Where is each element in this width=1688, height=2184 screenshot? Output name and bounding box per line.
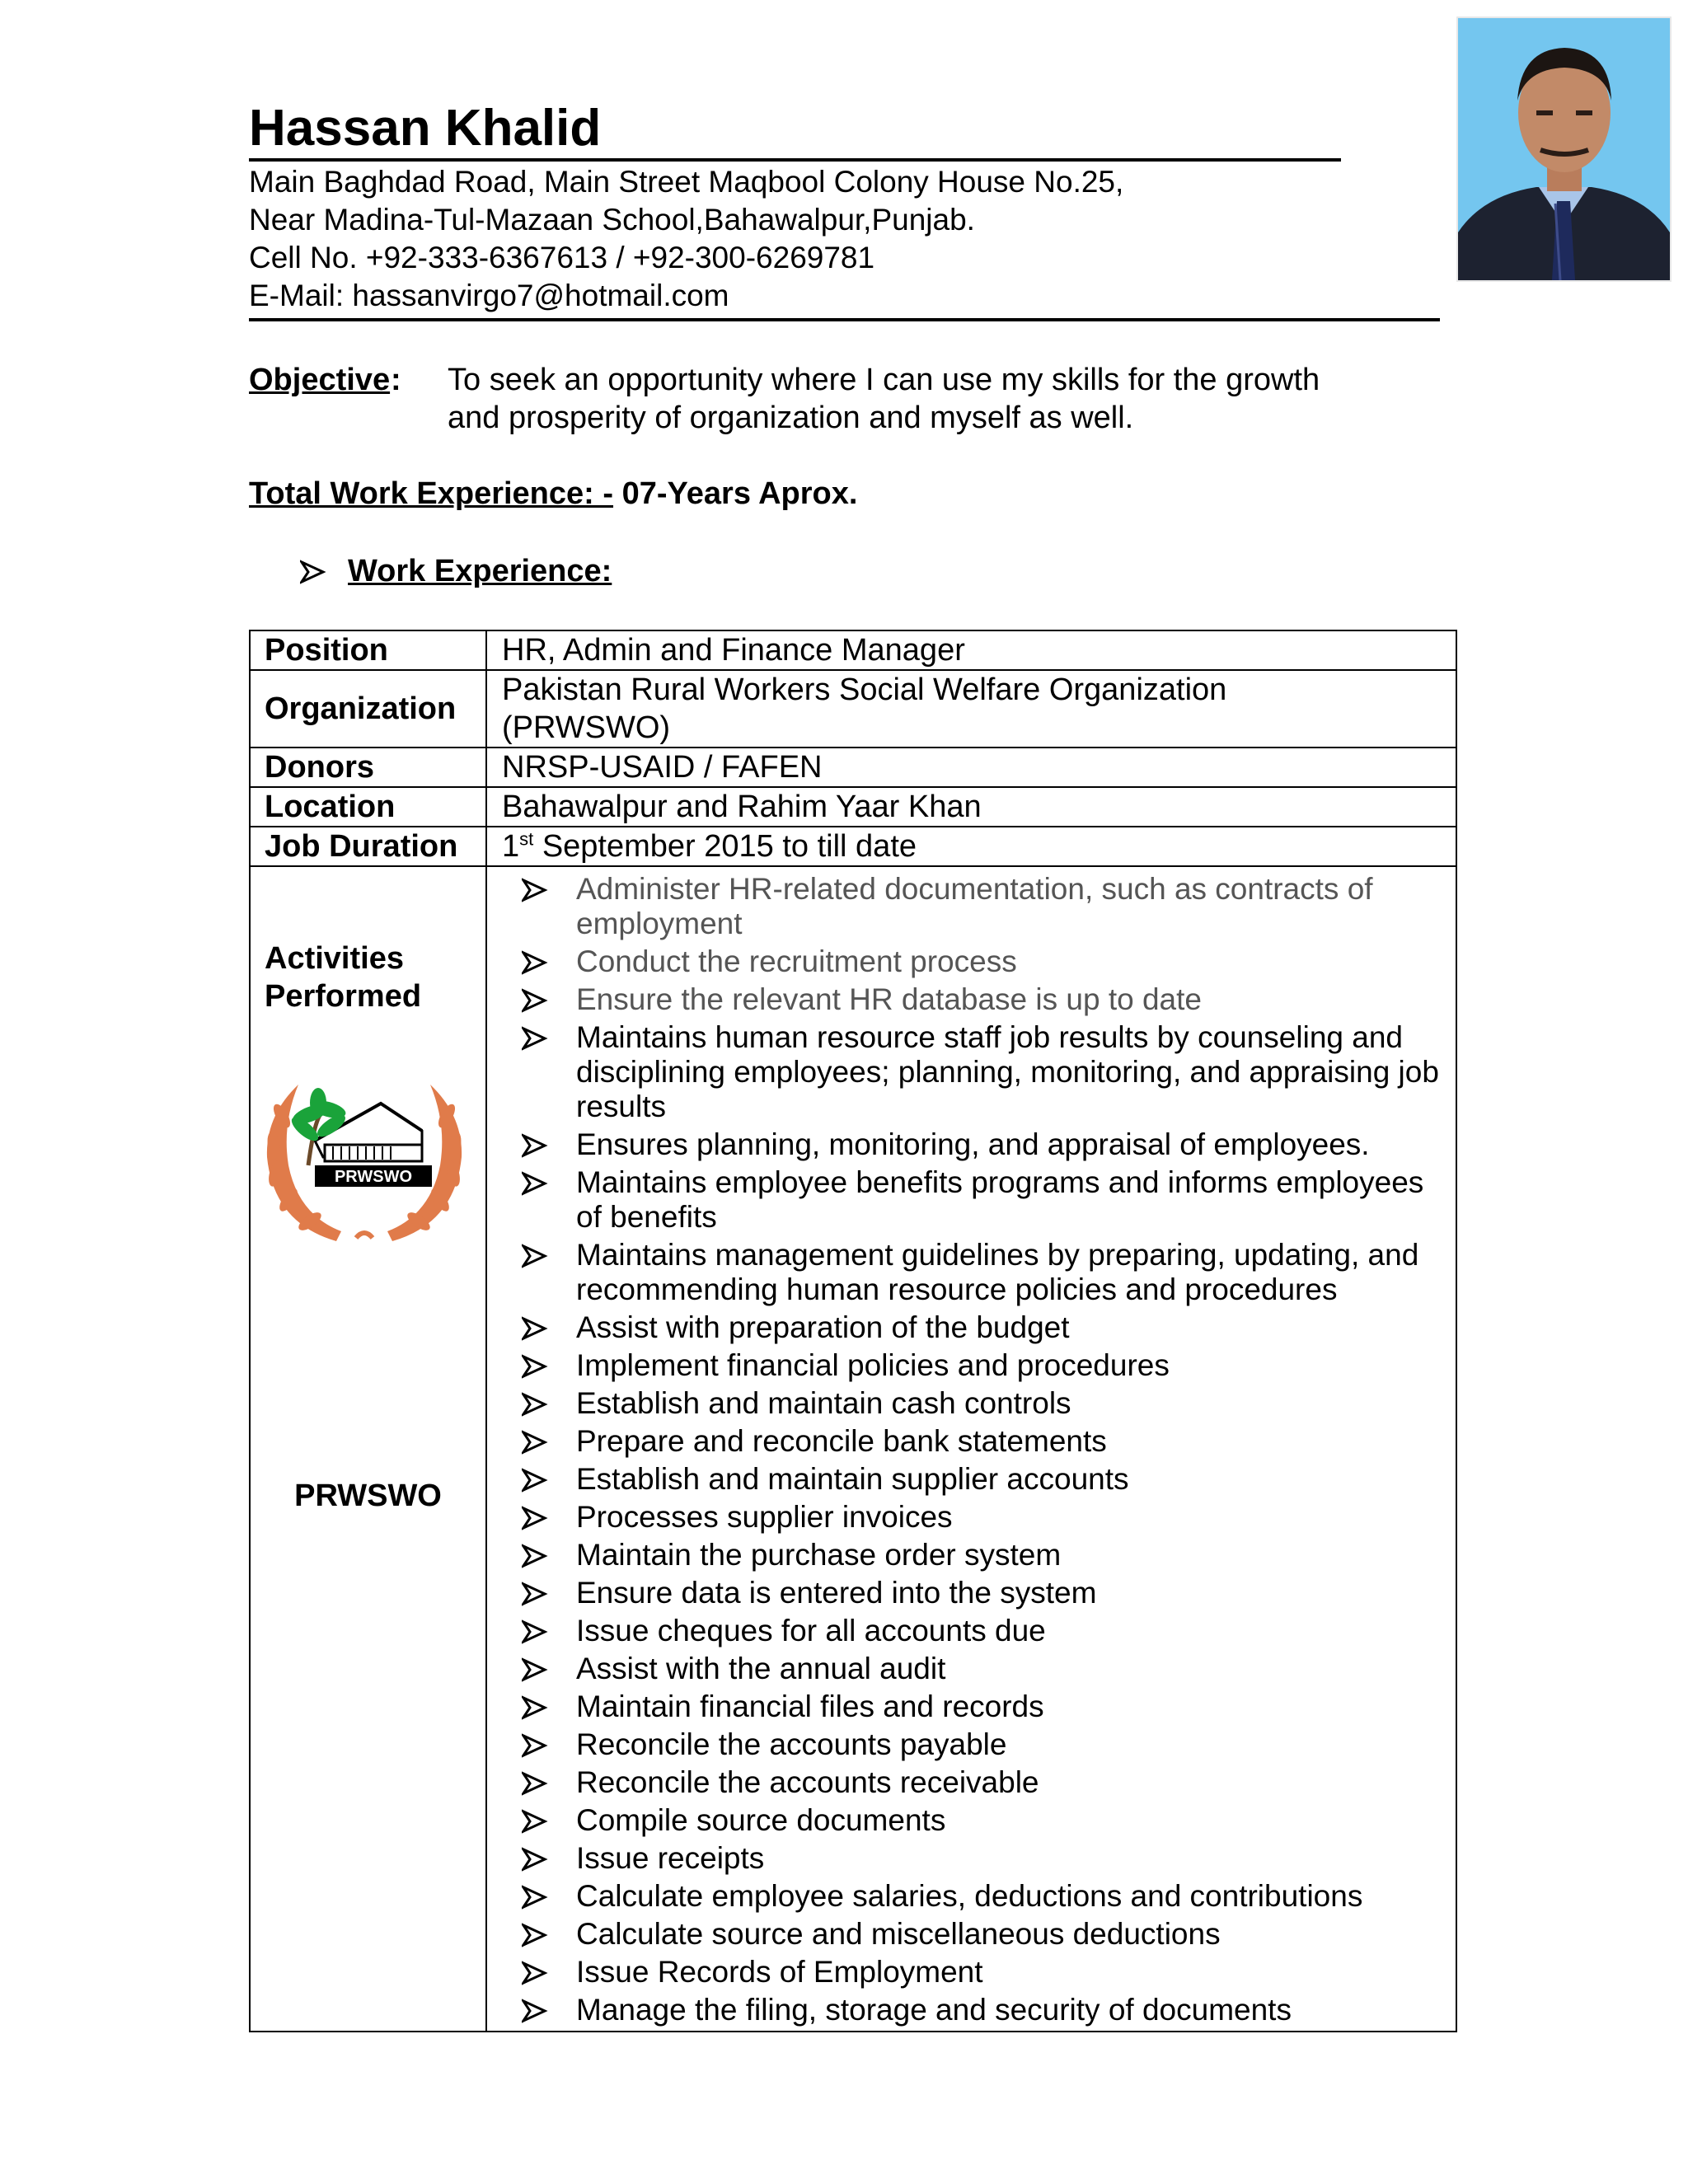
- activity-text: Reconcile the accounts receivable: [576, 1765, 1039, 1799]
- table-row: [250, 748, 1456, 787]
- row-key: Donors: [250, 748, 486, 787]
- list-item: [487, 1652, 1456, 1686]
- table-row: [250, 827, 1456, 866]
- activities-key: [265, 940, 421, 1015]
- activity-text: Issue receipts: [576, 1841, 765, 1875]
- email-line: E-Mail: hassanvirgo7@hotmail.com: [249, 279, 729, 312]
- list-item: [487, 1993, 1456, 2027]
- activity-text: Maintain the purchase order system: [576, 1538, 1062, 1572]
- prwswo-logo: [257, 1066, 471, 1248]
- list-item: [487, 982, 1456, 1017]
- list-item: [487, 1803, 1456, 1838]
- list-item: [487, 1386, 1456, 1421]
- list-item: [487, 1727, 1456, 1762]
- activity-text: Maintains human resource staff job results by counseling and disciplining employees; planning, monitoring, and appraising job results: [576, 1020, 1439, 1123]
- arrowhead-bullet-icon: [522, 1464, 548, 1497]
- arrowhead-bullet-icon: [522, 1615, 548, 1648]
- arrowhead-bullet-icon: [522, 1167, 548, 1200]
- phone-line: Cell No. +92-333-6367613 / +92-300-6269781: [249, 241, 875, 274]
- list-item: [487, 944, 1456, 979]
- list-item: [487, 1020, 1456, 1124]
- arrowhead-bullet-icon: [522, 874, 548, 907]
- table-row: [250, 866, 1456, 2032]
- activity-text: Ensures planning, monitoring, and appraisal of employees.: [576, 1127, 1370, 1161]
- row-value: HR, Admin and Finance Manager: [486, 630, 1456, 670]
- arrowhead-bullet-icon: [522, 1350, 548, 1383]
- list-item: [487, 1690, 1456, 1724]
- activity-text: Ensure data is entered into the system: [576, 1576, 1097, 1610]
- arrowhead-bullet-icon: [522, 984, 548, 1017]
- list-item: [487, 1614, 1456, 1648]
- activity-text: Maintains management guidelines by preparing, updating, and recommending human resource policies and procedures: [576, 1238, 1419, 1306]
- list-item: [487, 1348, 1456, 1383]
- activity-text: Establish and maintain cash controls: [576, 1386, 1071, 1420]
- list-item: [487, 1310, 1456, 1345]
- arrowhead-bullet-icon: [522, 1502, 548, 1535]
- activity-text: Maintains employee benefits programs and informs employees of benefits: [576, 1165, 1424, 1234]
- list-item: [487, 1238, 1456, 1307]
- activity-text: Administer HR-related documentation, such as contracts of employment: [576, 872, 1373, 940]
- profile-photo: [1456, 16, 1672, 282]
- org-short-name: PRWSWO: [294, 1479, 442, 1513]
- list-item: [487, 1765, 1456, 1800]
- arrowhead-bullet-icon: [300, 555, 326, 588]
- duration-sup: st: [519, 828, 534, 850]
- activity-text: Assist with the annual audit: [576, 1652, 946, 1685]
- row-value: Pakistan Rural Workers Social Welfare Organization (PRWSWO): [486, 670, 1456, 748]
- table-row: [250, 787, 1456, 827]
- activity-text: Issue Records of Employment: [576, 1955, 983, 1989]
- row-key: Job Duration: [250, 827, 486, 866]
- arrowhead-bullet-icon: [522, 1881, 548, 1914]
- list-item: [487, 1462, 1456, 1497]
- activity-text: Compile source documents: [576, 1803, 946, 1837]
- arrowhead-bullet-icon: [522, 1388, 548, 1421]
- address-line-2: Near Madina-Tul-Mazaan School,Bahawalpur,Punjab.: [249, 203, 975, 237]
- arrowhead-bullet-icon: [522, 1426, 548, 1459]
- row-value: NRSP-USAID / FAFEN: [486, 748, 1456, 787]
- arrowhead-bullet-icon: [522, 1129, 548, 1162]
- table-row: [250, 670, 1456, 748]
- arrowhead-bullet-icon: [522, 1691, 548, 1724]
- list-item: [487, 1879, 1456, 1914]
- list-item: [487, 1841, 1456, 1876]
- list-item: [487, 1165, 1456, 1235]
- arrowhead-bullet-icon: [522, 1805, 548, 1838]
- total-experience-label: Total Work Experience: -: [249, 476, 614, 511]
- objective-colon: :: [391, 363, 401, 397]
- objective-line-1: To seek an opportunity where I can use my skills for the growth: [448, 363, 1320, 397]
- arrowhead-bullet-icon: [522, 1540, 548, 1572]
- list-item: [487, 1127, 1456, 1162]
- job-table: [249, 630, 1457, 2032]
- svg-text:PRWSWO: PRWSWO: [334, 1168, 413, 1186]
- arrowhead-bullet-icon: [522, 1022, 548, 1055]
- arrowhead-bullet-icon: [522, 1919, 548, 1952]
- duration-rest: September 2015 to till date: [533, 829, 917, 864]
- activity-text: Conduct the recruitment process: [576, 944, 1017, 978]
- list-item: [487, 872, 1456, 941]
- list-item: [487, 1955, 1456, 1990]
- arrowhead-bullet-icon: [522, 1994, 548, 2027]
- arrowhead-bullet-icon: [522, 946, 548, 979]
- activities-key-cell: [250, 866, 486, 2032]
- portrait-illustration: [1458, 18, 1670, 280]
- list-item: [487, 1500, 1456, 1535]
- arrowhead-bullet-icon: [522, 1957, 548, 1990]
- list-item: [487, 1424, 1456, 1459]
- list-item: [487, 1538, 1456, 1572]
- arrowhead-bullet-icon: [522, 1729, 548, 1762]
- objective-label: Objective: [249, 363, 391, 397]
- activity-text: Establish and maintain supplier accounts: [576, 1462, 1129, 1496]
- list-item: [487, 1917, 1456, 1952]
- table-row: [250, 630, 1456, 670]
- arrowhead-bullet-icon: [522, 1843, 548, 1876]
- row-key: Organization: [250, 670, 486, 748]
- activities-list: [487, 872, 1456, 2027]
- activity-text: Calculate employee salaries, deductions and contributions: [576, 1879, 1363, 1913]
- list-item: [487, 1576, 1456, 1610]
- duration-day: 1: [502, 829, 520, 864]
- row-value: [486, 827, 1456, 866]
- activity-text: Maintain financial files and records: [576, 1690, 1044, 1723]
- arrowhead-bullet-icon: [522, 1312, 548, 1345]
- activities-key-line2: Performed: [265, 979, 422, 1014]
- row-key: Location: [250, 787, 486, 827]
- activity-text: Implement financial policies and procedures: [576, 1348, 1170, 1382]
- activity-text: Processes supplier invoices: [576, 1500, 953, 1534]
- activity-text: Manage the filing, storage and security of documents: [576, 1993, 1292, 2027]
- activity-text: Prepare and reconcile bank statements: [576, 1424, 1107, 1458]
- total-experience: [249, 475, 857, 513]
- row-key: Position: [250, 630, 486, 670]
- activity-text: Calculate source and miscellaneous deductions: [576, 1917, 1221, 1951]
- arrowhead-bullet-icon: [522, 1653, 548, 1686]
- arrowhead-bullet-icon: [522, 1767, 548, 1800]
- activity-text: Reconcile the accounts payable: [576, 1727, 1007, 1761]
- row-value: Bahawalpur and Rahim Yaar Khan: [486, 787, 1456, 827]
- contact-divider: [249, 318, 1440, 321]
- arrowhead-bullet-icon: [522, 1577, 548, 1610]
- work-experience-heading: Work Experience:: [348, 554, 612, 588]
- arrowhead-bullet-icon: [522, 1240, 548, 1272]
- activity-text: Issue cheques for all accounts due: [576, 1614, 1046, 1647]
- activities-cell: [486, 866, 1456, 2032]
- objective-line-2: and prosperity of organization and myself as well.: [448, 401, 1134, 435]
- address-line-1: Main Baghdad Road, Main Street Maqbool Colony House No.25,: [249, 165, 1124, 199]
- resume-name: Hassan Khalid: [249, 99, 1341, 162]
- activity-text: Ensure the relevant HR database is up to date: [576, 982, 1202, 1016]
- total-experience-value: 07-Years Aprox.: [613, 476, 858, 511]
- activities-key-line1: Activities: [265, 941, 404, 976]
- activity-text: Assist with preparation of the budget: [576, 1310, 1070, 1344]
